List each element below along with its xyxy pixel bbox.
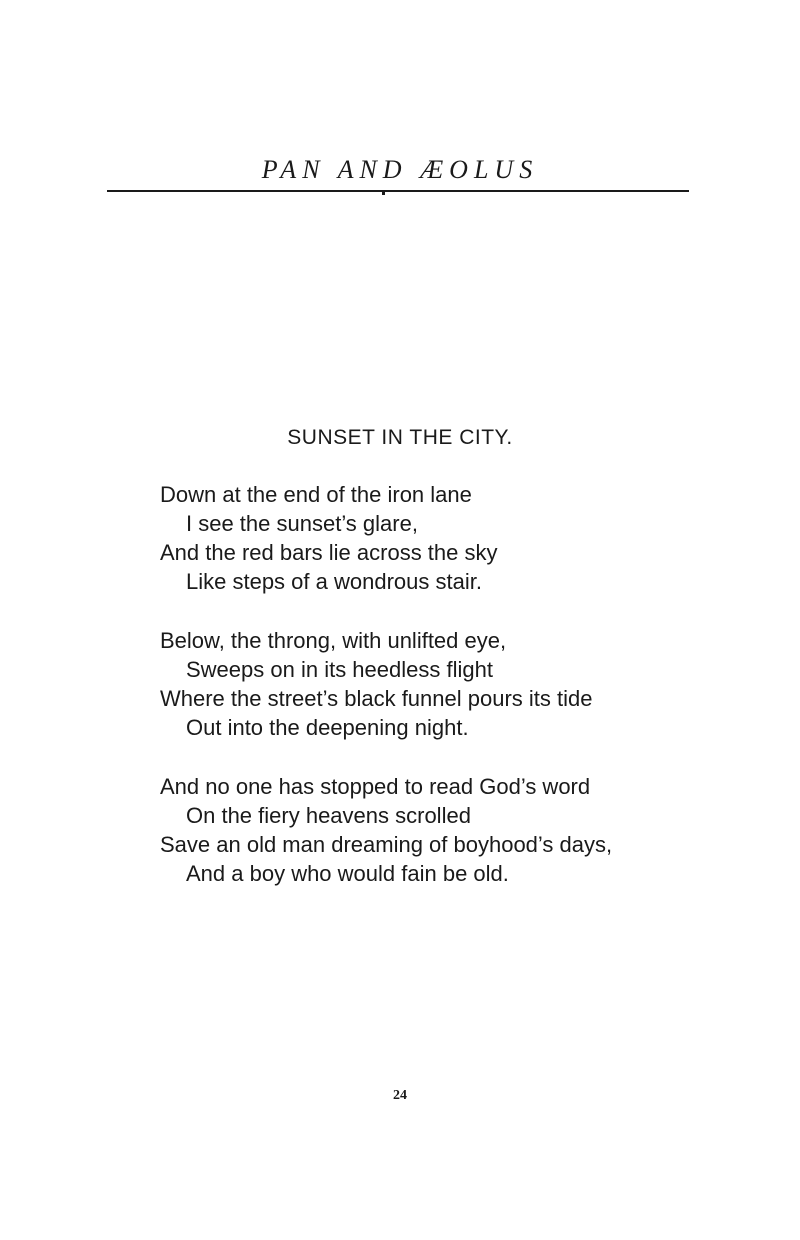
poem-line: I see the sunset’s glare,: [186, 511, 418, 536]
stanza-3: [160, 772, 760, 888]
page-number: 24: [393, 1088, 407, 1103]
stanza-2: [160, 626, 760, 742]
header-rule-mark: [382, 192, 385, 195]
poem-line: Like steps of a wondrous stair.: [186, 569, 482, 594]
poem-line: Where the street’s black funnel pours its tide: [160, 686, 593, 711]
poem-line: Down at the end of the iron lane: [160, 482, 472, 507]
header-rule: [107, 190, 689, 192]
poem-line: Below, the throng, with unlifted eye,: [160, 628, 507, 653]
running-head: PAN AND ÆOLUS: [261, 155, 539, 184]
poem-line: Sweeps on in its heedless flight: [186, 657, 493, 682]
poem-line: And the red bars lie across the sky: [160, 540, 498, 565]
poem-line: And a boy who would fain be old.: [186, 861, 509, 886]
stanza-1: [160, 480, 760, 596]
poem-line: On the fiery heavens scrolled: [186, 803, 471, 828]
poem-line: And no one has stopped to read God’s word: [160, 774, 591, 799]
poem-line: Out into the deepening night.: [186, 715, 469, 740]
poem-line: Save an old man dreaming of boyhood’s days,: [160, 832, 613, 857]
poem-body: [160, 480, 760, 918]
poem-title: SUNSET IN THE CITY.: [287, 426, 513, 449]
